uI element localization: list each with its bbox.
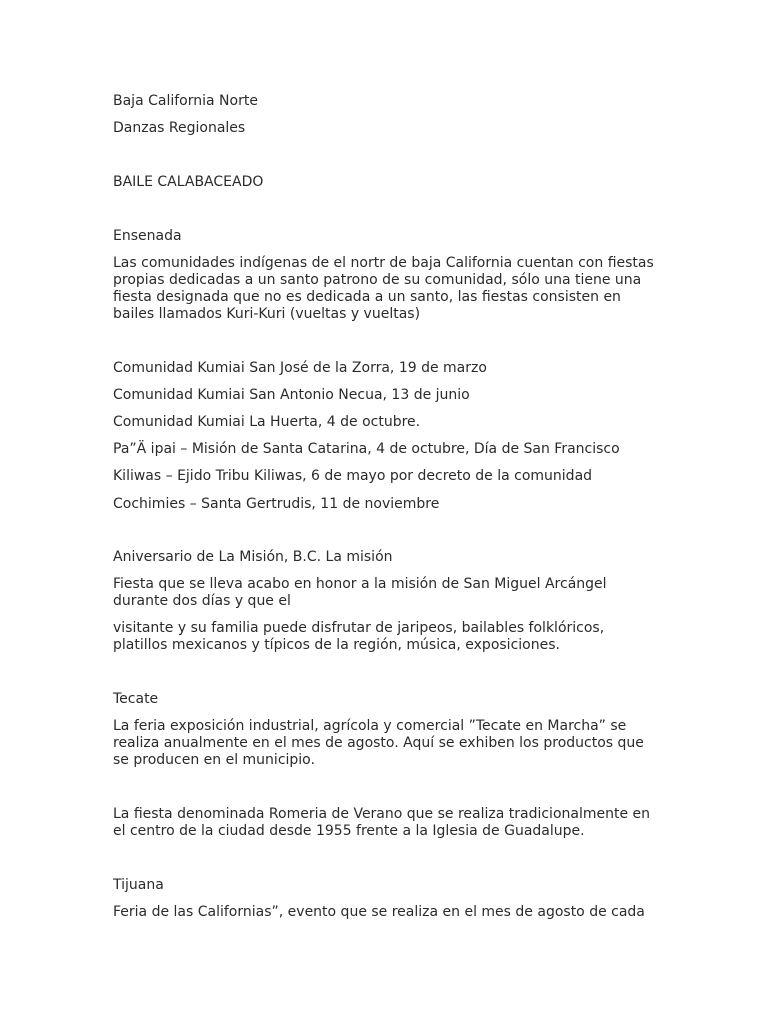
document-heading-dances: Danzas Regionales xyxy=(113,120,246,136)
tijuana-paragraph-1: Feria de las Californias”, evento que se realiza en el mes de agosto de cada xyxy=(113,904,645,920)
ensenada-event-item: Kiliwas – Ejido Tribu Kiliwas, 6 de mayo por decreto de la comunidad xyxy=(113,468,593,484)
ensenada-event-item: Comunidad Kumiai San Antonio Necua, 13 de junio xyxy=(113,387,470,403)
ensenada-event-item: Comunidad Kumiai La Huerta, 4 de octubre. xyxy=(113,414,421,430)
document-heading-state: Baja California Norte xyxy=(113,93,258,109)
ensenada-intro-paragraph: Las comunidades indígenas de el nortr de baja California cuentan con fiestas propias dedicadas a un santo patrono de su comunidad, sólo una tiene una fiesta designada que no es dedicada a un santo, las fiestas consisten en bailes llamados Kuri-Kuri (vueltas y vueltas) xyxy=(113,255,659,322)
tecate-paragraph-2: La fiesta denominada Romeria de Verano que se realiza tradicionalmente en el centro de la ciudad desde 1955 frente a la Iglesia de Guadalupe. xyxy=(113,806,655,839)
mision-paragraph-1: Fiesta que se lleva acabo en honor a la misión de San Miguel Arcángel durante dos días y que el xyxy=(113,576,612,609)
tecate-paragraph-1: La feria exposición industrial, agrícola y comercial ”Tecate en Marcha” se realiza anualmente en el mes de agosto. Aquí se exhiben los productos que se producen en el municipio. xyxy=(113,718,649,768)
mision-title: Aniversario de La Misión, B.C. La misión xyxy=(113,549,393,565)
ensenada-title: Ensenada xyxy=(113,228,182,244)
ensenada-event-item: Cochimies – Santa Gertrudis, 11 de noviembre xyxy=(113,496,440,512)
ensenada-event-item: Pa”Ä ipai – Misión de Santa Catarina, 4 de octubre, Día de San Francisco xyxy=(113,441,620,457)
mision-paragraph-2: visitante y su familia puede disfrutar de jaripeos, bailables folklóricos, platillos mexicanos y típicos de la región, música, exposiciones. xyxy=(113,620,609,653)
section-title: BAILE CALABACEADO xyxy=(113,174,264,190)
ensenada-event-item: Comunidad Kumiai San José de la Zorra, 19 de marzo xyxy=(113,360,487,376)
tijuana-title: Tijuana xyxy=(113,877,164,893)
tecate-title: Tecate xyxy=(113,691,159,707)
